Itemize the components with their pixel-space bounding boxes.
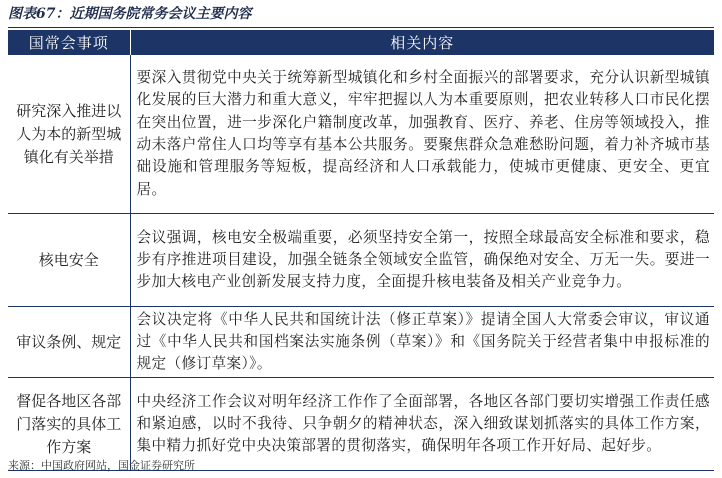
- row-content-cell: 要深入贯彻党中央关于统筹新型城镇化和乡村全面振兴的部署要求，充分认识新型城镇化发展的巨大潜力和重大意义，牢牢把握以人为本重要原则，把农业转移人口市民化摆在突出位置，进一步深化户籍制度改革，加强教育、医疗、养老、住房等领域投入，推动未落户常住人口均等享有基本公共服务。要聚焦群众急难愁盼问题，着力补齐城市基础设施和管理服务等短板，提高经济和人口承载能力，使城市更健康、更安全、更宜居。: [130, 55, 714, 214]
- row-item-cell: 研究深入推进以人为本的新型城镇化有关举措: [8, 55, 130, 214]
- column-header-content: 相关内容: [130, 30, 714, 55]
- state-council-meeting-table: [8, 30, 714, 471]
- row-content-cell: 会议强调，核电安全极端重要，必须坚持安全第一，按照全球最高安全标准和要求，稳步有序推进项目建设，加强全链条全领域安全监管，确保绝对安全、万无一失。要进一步加大核电产业创新发展支持力度，全面提升核电装备及相关产业竞争力。: [130, 214, 714, 307]
- table-row: [8, 378, 714, 471]
- table-header-row: [8, 30, 714, 55]
- row-content-cell: 会议决定将《中华人民共和国统计法（修正草案）》提请全国人大常委会审议，审议通过《中华人民共和国档案法实施条例（草案）》和《国务院关于经营者集中申报标准的规定（修订草案）》。: [130, 307, 714, 378]
- row-item-cell: 审议条例、规定: [8, 307, 130, 378]
- title-divider: [8, 27, 714, 28]
- row-item-cell: 督促各地区各部门落实的具体工作方案: [8, 378, 130, 471]
- row-item-cell: 核电安全: [8, 214, 130, 307]
- source-note: 来源：中国政府网站，国金证券研究所: [8, 459, 195, 472]
- table-row: [8, 307, 714, 378]
- figure-title: 图表67：近期国务院常务会议主要内容: [8, 6, 252, 22]
- row-content-cell: 中央经济工作会议对明年经济工作作了全面部署，各地区各部门要切实增强工作责任感和紧迫感，以时不我待、只争朝夕的精神状态，深入细致谋划抓落实的具体工作方案，集中精力抓好党中央决策部署的贯彻落实，确保明年各项工作开好局、起好步。: [130, 378, 714, 471]
- column-header-item: 国常会事项: [8, 30, 130, 55]
- table-row: [8, 55, 714, 214]
- table-row: [8, 214, 714, 307]
